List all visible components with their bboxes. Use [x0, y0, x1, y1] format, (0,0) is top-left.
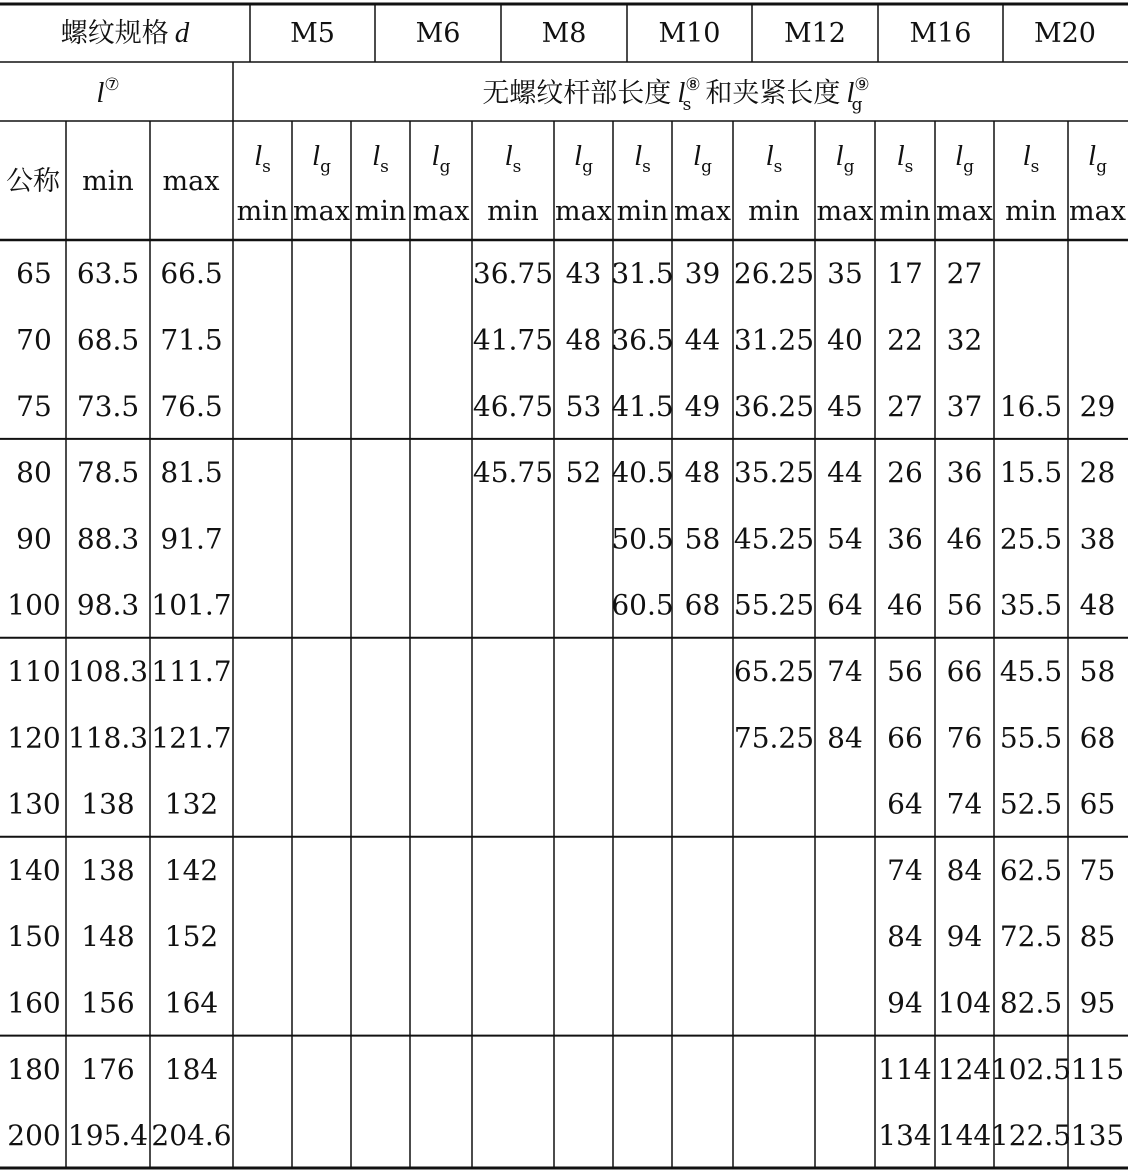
table-cell: 98.3	[76, 588, 140, 622]
table-cell: 68	[1079, 721, 1116, 755]
l-max-header: max	[162, 166, 220, 197]
table-cell: 76.5	[160, 389, 223, 423]
table-cell: 164	[164, 986, 219, 1020]
table-cell: 48	[565, 323, 602, 357]
size-header: M10	[658, 18, 721, 49]
table-cell: 144	[937, 1119, 992, 1153]
table-cell: 101.7	[151, 588, 232, 622]
size-header: M6	[415, 18, 461, 49]
table-cell: 160	[7, 986, 61, 1020]
ls-lg-span-header: 无螺纹杆部长度 l⑧ s 和夹紧长度 l⑨ g	[482, 75, 870, 115]
table-cell: 16.5	[999, 389, 1063, 423]
lg-symbol: $l_g$	[431, 140, 451, 177]
thread-size-headers	[290, 18, 1096, 49]
table-cell: 184	[164, 1052, 219, 1086]
table-cell: 104	[937, 986, 992, 1020]
table-cell: 91.7	[160, 522, 223, 556]
table-cell: 70	[16, 323, 52, 357]
table-cell: 41.5	[611, 389, 674, 423]
size-header: M20	[1033, 18, 1097, 49]
table-cell: 142	[164, 853, 219, 887]
lg-max-label: max	[555, 196, 612, 227]
table-cell: 27	[946, 257, 983, 291]
table-cell: 55.5	[999, 721, 1063, 755]
ls-min-label: min	[879, 196, 931, 227]
l-min-header: min	[82, 166, 134, 197]
size-header: M16	[909, 18, 972, 49]
nominal-header: 公称	[6, 166, 60, 197]
table-cell: 35.5	[999, 588, 1063, 622]
table-cell: 58	[1079, 654, 1116, 688]
table-cell: 121.7	[151, 721, 232, 755]
table-cell: 180	[7, 1052, 61, 1086]
table-cell: 135	[1070, 1119, 1125, 1153]
thread-spec-header: 螺纹规格 d	[60, 17, 190, 49]
table-cell: 27	[887, 389, 923, 423]
ls-min-label: min	[1005, 196, 1057, 227]
table-row	[7, 1119, 1124, 1152]
table-cell: 35	[827, 257, 863, 291]
ls-symbol: $l_s$	[634, 140, 651, 177]
lg-symbol: $l_g$	[835, 140, 855, 177]
table-cell: 31.5	[611, 257, 674, 291]
table-cell: 15.5	[999, 456, 1063, 490]
table-cell: 36.5	[611, 323, 674, 357]
table-cell: 52	[565, 456, 602, 490]
table-cell: 46.75	[472, 389, 554, 423]
table-cell: 100	[7, 588, 61, 622]
table-cell: 84	[887, 920, 923, 954]
table-cell: 32	[946, 323, 983, 357]
ls-min-label: min	[487, 196, 539, 227]
table-row	[7, 721, 1115, 754]
table-cell: 60.5	[611, 588, 674, 622]
table-cell: 41.75	[472, 323, 554, 357]
lg-symbol: $l_g$	[574, 140, 593, 177]
table-cell: 82.5	[999, 986, 1063, 1020]
table-cell: 115	[1070, 1052, 1125, 1086]
lg-max-label: max	[674, 196, 731, 227]
table-cell: 204.6	[151, 1119, 232, 1153]
table-cell: 78.5	[76, 456, 140, 490]
table-cell: 150	[7, 920, 61, 954]
table-cell: 138	[81, 853, 135, 887]
table-cell: 80	[16, 456, 52, 490]
table-row	[16, 257, 982, 290]
table-cell: 54	[827, 522, 863, 556]
ls-symbol: $l_s$	[765, 140, 783, 177]
table-cell: 25.5	[999, 522, 1063, 556]
table-cell: 46	[887, 588, 923, 622]
table-cell: 73.5	[76, 389, 140, 423]
table-cell: 46	[946, 522, 983, 556]
table-cell: 90	[16, 522, 52, 556]
ls-symbol: $l_s$	[372, 140, 389, 177]
ls-min-label: min	[616, 196, 669, 227]
table-cell: 75	[16, 389, 52, 423]
table-cell: 74	[827, 654, 863, 688]
table-cell: 72.5	[999, 920, 1063, 954]
table-row	[7, 655, 1115, 688]
table-cell: 152	[164, 920, 219, 954]
lg-symbol: $l_g$	[312, 140, 331, 177]
table-cell: 200	[7, 1119, 61, 1153]
table-cell: 43	[565, 257, 602, 291]
table-cell: 120	[7, 721, 61, 755]
table-cell: 56	[887, 654, 923, 688]
table-cell: 26	[887, 456, 923, 490]
table-cell: 94	[946, 920, 983, 954]
table-cell: 48	[1079, 588, 1116, 622]
table-cell: 29	[1079, 389, 1116, 423]
table-cell: 114	[878, 1052, 932, 1086]
lg-symbol: $l_g$	[1088, 140, 1107, 177]
table-cell: 85	[1079, 920, 1116, 954]
table-cell: 45	[827, 389, 863, 423]
table-row	[7, 1053, 1124, 1086]
table-body	[7, 257, 1124, 1152]
ls-symbol: $l_s$	[1022, 140, 1040, 177]
lg-symbol: $l_g$	[693, 140, 712, 177]
table-row	[16, 456, 1115, 489]
ls-min-label: min	[236, 196, 289, 227]
table-cell: 26.25	[733, 257, 815, 291]
table-cell: 28	[1079, 456, 1116, 490]
table-cell: 66.5	[160, 257, 223, 291]
ls-lg-subheaders	[237, 140, 1126, 227]
table-cell: 74	[887, 853, 923, 887]
table-cell: 102.5	[990, 1052, 1072, 1086]
table-row	[7, 788, 1115, 821]
table-cell: 88.3	[76, 522, 140, 556]
table-cell: 130	[7, 787, 61, 821]
table-cell: 68.5	[76, 323, 140, 357]
table-cell: 138	[81, 787, 135, 821]
table-row	[7, 589, 1115, 622]
length-l-header: l⑦	[96, 75, 120, 109]
table-cell: 81.5	[160, 456, 223, 490]
table-cell: 76	[946, 721, 983, 755]
table-cell: 44	[684, 323, 721, 357]
table-cell: 140	[7, 853, 61, 887]
table-cell: 38	[1079, 522, 1116, 556]
table-cell: 84	[946, 853, 983, 887]
table-cell: 95	[1079, 986, 1116, 1020]
table-cell: 53	[565, 389, 602, 423]
table-cell: 31.25	[733, 323, 815, 357]
table-cell: 37	[946, 389, 983, 423]
lg-symbol: $l_g$	[955, 140, 974, 177]
table-cell: 45.25	[733, 522, 815, 556]
table-cell: 68	[684, 588, 721, 622]
table-cell: 195.4	[67, 1119, 149, 1153]
size-header: M5	[290, 18, 335, 49]
table-cell: 65.25	[733, 654, 815, 688]
table-cell: 55.25	[733, 588, 815, 622]
table-cell: 65	[16, 257, 52, 291]
size-header: M8	[541, 18, 587, 49]
table-cell: 110	[7, 654, 61, 688]
table-cell: 75	[1079, 853, 1116, 887]
table-row	[16, 522, 1115, 555]
table-cell: 124	[937, 1052, 992, 1086]
table-row	[7, 854, 1115, 887]
size-header: M12	[783, 18, 847, 49]
table-row	[7, 986, 1115, 1019]
table-cell: 148	[81, 920, 135, 954]
ls-symbol: $l_s$	[896, 140, 914, 177]
ls-symbol: $l_s$	[504, 140, 522, 177]
table-cell: 156	[81, 986, 135, 1020]
table-cell: 36.25	[733, 389, 815, 423]
lg-max-label: max	[412, 196, 470, 227]
table-cell: 35.25	[733, 456, 815, 490]
table-cell: 108.3	[67, 654, 149, 688]
table-cell: 17	[887, 257, 923, 291]
table-cell: 40.5	[611, 456, 674, 490]
ls-min-label: min	[354, 196, 407, 227]
table-cell: 52.5	[999, 787, 1063, 821]
table-cell: 63.5	[76, 257, 140, 291]
table-cell: 94	[887, 986, 923, 1020]
table-cell: 64	[827, 588, 863, 622]
table-cell: 49	[684, 389, 721, 423]
table-cell: 74	[946, 787, 983, 821]
table-cell: 44	[827, 456, 863, 490]
table-cell: 56	[946, 588, 983, 622]
table-row	[7, 920, 1115, 953]
table-cell: 36	[946, 456, 983, 490]
lg-max-label: max	[1069, 196, 1126, 227]
table-cell: 36	[887, 522, 923, 556]
table-cell: 66	[887, 721, 923, 755]
table-cell: 118.3	[67, 721, 149, 755]
table-cell: 66	[946, 654, 983, 688]
table-cell: 71.5	[160, 323, 223, 357]
table-cell: 62.5	[999, 853, 1063, 887]
table-cell: 75.25	[733, 721, 815, 755]
lg-max-label: max	[293, 196, 350, 227]
table-cell: 65	[1079, 787, 1116, 821]
table-cell: 50.5	[611, 522, 674, 556]
table-cell: 132	[164, 787, 219, 821]
table-cell: 64	[887, 787, 923, 821]
table-cell: 122.5	[990, 1119, 1072, 1153]
table-cell: 48	[684, 456, 721, 490]
table-row	[16, 390, 1115, 423]
ls-min-label: min	[748, 196, 800, 227]
table-cell: 134	[878, 1119, 932, 1153]
table-cell: 84	[827, 721, 863, 755]
table-cell: 40	[827, 323, 863, 357]
table-cell: 58	[684, 522, 721, 556]
ls-symbol: $l_s$	[254, 140, 271, 177]
table-cell: 36.75	[472, 257, 554, 291]
table-cell: 45.5	[999, 654, 1063, 688]
table-cell: 39	[684, 257, 721, 291]
table-cell: 111.7	[151, 654, 232, 688]
table-cell: 22	[887, 323, 923, 357]
table-cell: 45.75	[472, 456, 554, 490]
lg-max-label: max	[936, 196, 993, 227]
lg-max-label: max	[816, 196, 874, 227]
table-row	[16, 323, 982, 356]
table-cell: 176	[81, 1052, 135, 1086]
